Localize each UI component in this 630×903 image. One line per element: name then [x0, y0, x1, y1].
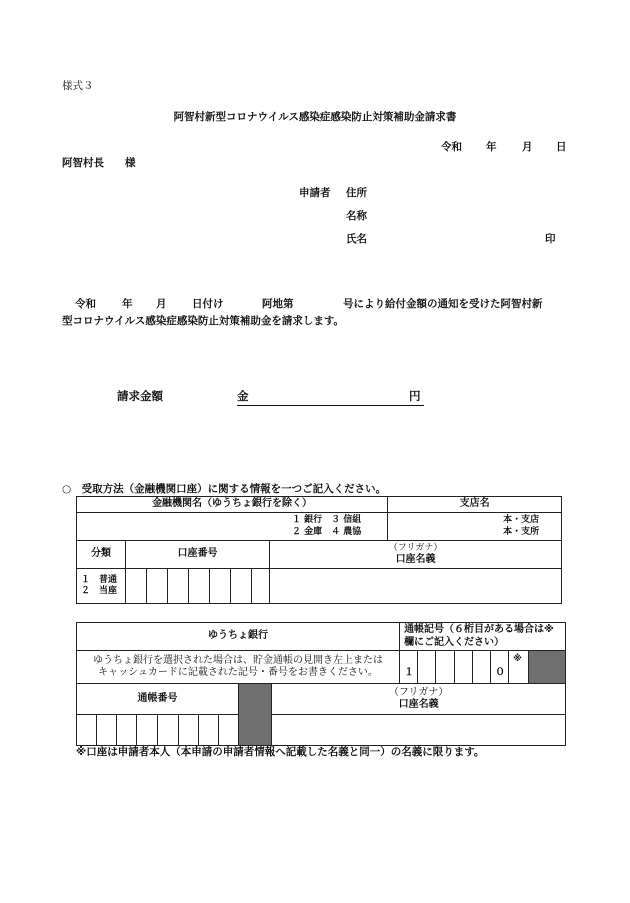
applicant-address-label: 住所 [346, 187, 367, 199]
branch-header: 支店名 [388, 497, 562, 513]
yucho-note-line-2: キャッシュカードに記載された記号・番号をお書きください。 [98, 667, 378, 678]
yucho-holder-input[interactable] [272, 715, 566, 746]
applicant-name-label: 名称 [346, 210, 367, 222]
account-digit-box[interactable] [210, 569, 231, 604]
symbol-header-line-2: 欄にご記入ください） [404, 636, 505, 648]
passbook-digit-box[interactable] [137, 715, 158, 746]
addressee: 阿智村長 様 [62, 157, 136, 169]
form-number: 様式３ [62, 80, 94, 92]
symbol-digit-box[interactable] [491, 651, 509, 684]
shaded-cell [529, 651, 566, 684]
body-rest: 号により給付金額の通知を受けた阿智村新 [343, 298, 543, 310]
applicant-person-label: 氏名 [346, 233, 367, 245]
institution-cell[interactable] [77, 513, 388, 541]
holder-header-cell [270, 541, 562, 569]
document-title: 阿智村新型コロナウイルス感染症感染防止対策補助金請求書 [173, 111, 457, 123]
passbook-digit-box[interactable] [158, 715, 179, 746]
date-year: 年 [486, 141, 497, 153]
symbol-header-line-1: 通帳記号（６桁目がある場合は※ [404, 624, 554, 635]
date-era: 令和 [441, 141, 462, 153]
symbol-digit-box[interactable] [473, 651, 491, 684]
symbol-digit-box[interactable] [418, 651, 436, 684]
seal-mark: 印 [545, 233, 556, 245]
account-digit-box[interactable] [231, 569, 252, 604]
passbook-number-header: 通帳番号 [77, 684, 239, 715]
holder-furigana: （フリガナ） [388, 542, 443, 553]
account-digit-box[interactable] [189, 569, 210, 604]
passbook-digit-box[interactable] [77, 715, 97, 746]
branch-cell[interactable] [388, 513, 562, 541]
body-month: 月 [156, 298, 167, 310]
account-digit-box[interactable] [168, 569, 189, 604]
class-header: 分類 [77, 541, 126, 569]
applicant-label: 申請者 [299, 187, 331, 199]
account-digit-box[interactable] [126, 569, 147, 604]
yucho-holder-furigana: （フリガナ） [388, 686, 449, 698]
amount-yen: 円 [409, 389, 421, 403]
yucho-note-line-1: ゆうちょ銀行を選択された場合は、貯金通帳の見開き左上または [93, 654, 384, 666]
account-number-header: 口座番号 [126, 541, 270, 569]
amount-kin: 金 [237, 389, 249, 403]
holder-header: 口座名義 [395, 553, 436, 565]
institution-header: 金融機関名（ゆうちょ銀行を除く） [77, 497, 388, 513]
yucho-holder-header-cell [272, 684, 566, 715]
symbol-first-digit: １ [404, 666, 415, 678]
account-class-cell[interactable] [77, 569, 126, 604]
yucho-header: ゆうちょ銀行 [77, 623, 400, 651]
body-era: 令和 [75, 298, 96, 310]
body-dated: 日付け [192, 298, 224, 310]
yucho-table [76, 622, 566, 746]
yucho-holder-header: 口座名義 [398, 699, 439, 710]
account-digit-box[interactable] [252, 569, 270, 604]
symbol-digit-box[interactable] [400, 651, 418, 684]
symbol-last-digit: ０ [495, 666, 506, 678]
symbol-sixth-digit-box[interactable] [509, 651, 529, 684]
receipt-instruction: ○ 受取方法（金融機関口座）に関する情報を一つご記入ください。 [62, 483, 387, 495]
body-line-2: 型コロナウイルス感染症感染防止対策補助金を請求します。 [62, 315, 345, 327]
passbook-digit-box[interactable] [97, 715, 117, 746]
footnote: ※口座は申請者本人（本申請の申請者情報へ記載した名義と同一）の名義に限ります。 [76, 746, 485, 758]
passbook-digit-box[interactable] [219, 715, 239, 746]
passbook-digit-box[interactable] [179, 715, 199, 746]
body-ref: 阿地第 [262, 298, 294, 310]
branch-options-1: 本・支店 [503, 515, 540, 526]
bank-account-table [76, 496, 562, 604]
date-day: 日 [556, 141, 567, 153]
class-option-2: ２ 当座 [81, 586, 118, 596]
symbol-digit-box[interactable] [436, 651, 455, 684]
body-year: 年 [122, 298, 133, 310]
institution-type-options-2: ２ 金庫 ４ 農協 [292, 526, 362, 537]
amount-underline [237, 405, 424, 406]
account-holder-input[interactable] [270, 569, 562, 604]
passbook-symbol-header [400, 623, 566, 651]
class-option-1: １ 普通 [81, 574, 118, 585]
institution-type-options-1: １ 銀行 ３ 信組 [292, 515, 362, 526]
yucho-note [77, 651, 400, 684]
amount-label: 請求金額 [117, 389, 163, 403]
date-month: 月 [522, 141, 533, 153]
passbook-digit-box[interactable] [199, 715, 219, 746]
asterisk-mark: ※ [513, 654, 522, 664]
symbol-digit-box[interactable] [455, 651, 473, 684]
shaded-cell [239, 684, 272, 746]
passbook-digit-box[interactable] [117, 715, 137, 746]
branch-options-2: 本・支所 [503, 526, 540, 537]
account-digit-box[interactable] [147, 569, 168, 604]
